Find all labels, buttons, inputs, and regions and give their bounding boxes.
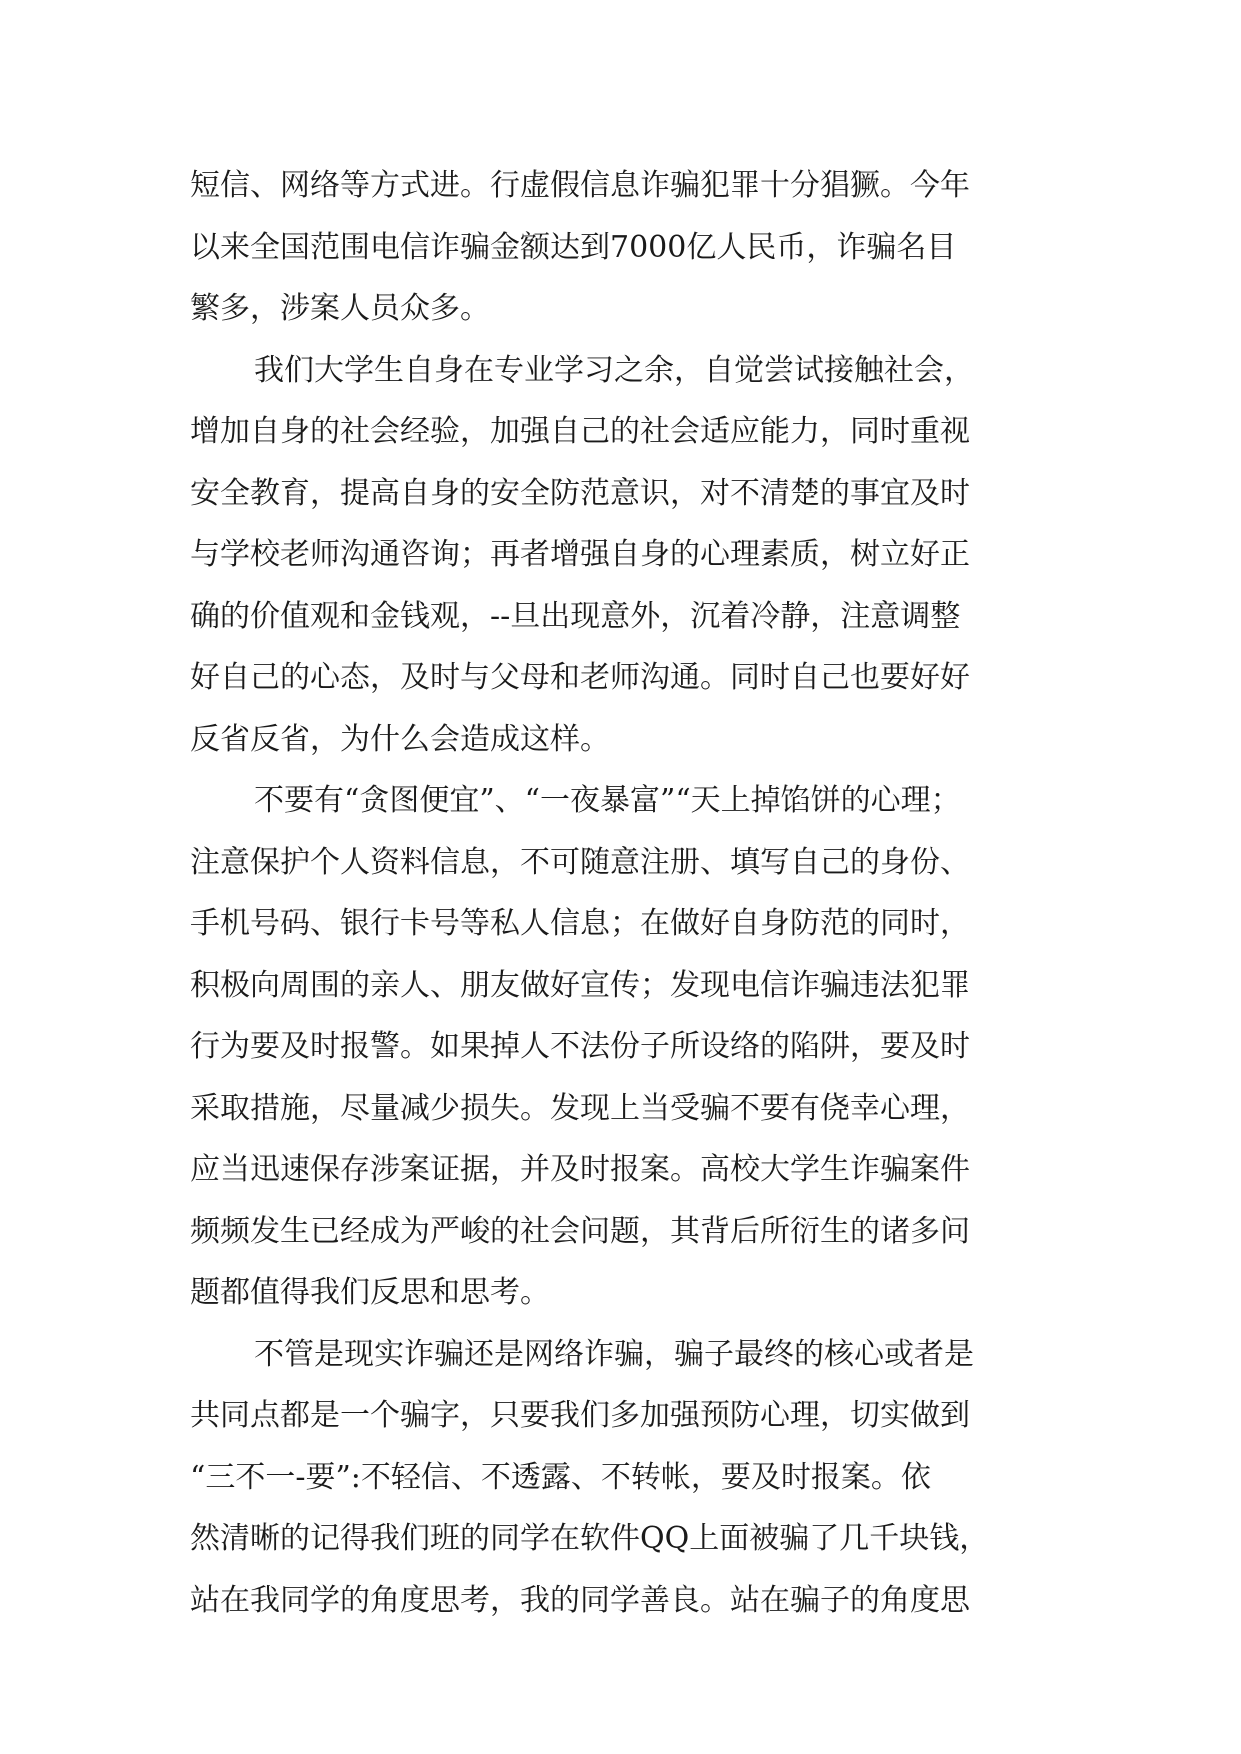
text-line: 确的价值观和金钱观，--旦出现意外，沉着冷静，注意调整 — [190, 598, 961, 634]
document-body — [190, 155, 1060, 1631]
text-line: 好自己的心态，及时与父母和老师沟通。同时自己也要好好 — [190, 660, 970, 695]
paragraph-1 — [190, 155, 1060, 340]
text-line: 积极向周围的亲人、朋友做好宣传；发现电信诈骗违法犯罪 — [190, 967, 970, 1003]
text-line: 手机号码、银行卡号等私人信息；在做好自身防范的同时， — [190, 906, 970, 941]
text-line: “三不一-要”:不轻信、不透露、不转帐，要及时报案。依 — [190, 1459, 931, 1495]
text-line: 行为要及时报警。如果掉人不法份子所设络的陷阱，要及时 — [190, 1029, 970, 1064]
text-line: 繁多，涉案人员众多。 — [190, 291, 490, 326]
text-line: 然清晰的记得我们班的同学在软件QQ上面被骗了几千块钱， — [190, 1521, 990, 1556]
paragraph-4 — [190, 1324, 1060, 1632]
paragraph-2 — [190, 340, 1060, 771]
text-line: 安全教育，提高自身的安全防范意识，对不清楚的事宜及时 — [190, 475, 970, 511]
text-line: 采取措施，尽量减少损失。发现上当受骗不要有侥幸心理， — [190, 1090, 970, 1126]
text-line: 不要有“贪图便宜”、“一夜暴富”“天上掉馅饼的心理； — [254, 783, 961, 818]
text-line: 注意保护个人资料信息，不可随意注册、填写自己的身份、 — [190, 844, 970, 880]
text-line: 短信、网络等方式进。行虚假信息诈骗犯罪十分猖獗。今年 — [190, 168, 970, 203]
text-line: 站在我同学的角度思考，我的同学善良。站在骗子的角度思 — [190, 1582, 970, 1618]
text-line: 不管是现实诈骗还是网络诈骗，骗子最终的核心或者是 — [254, 1336, 974, 1372]
text-line: 与学校老师沟通咨询；再者增强自身的心理素质，树立好正 — [190, 537, 970, 572]
text-line: 以来全国范围电信诈骗金额达到7000亿人民币，诈骗名目 — [190, 229, 957, 265]
text-line: 应当迅速保存涉案证据，并及时报案。高校大学生诈骗案件 — [190, 1152, 970, 1187]
text-line: 增加自身的社会经验，加强自己的社会适应能力，同时重视 — [190, 414, 970, 449]
text-line: 反省反省，为什么会造成这样。 — [190, 721, 610, 757]
text-line: 题都值得我们反思和思考。 — [190, 1275, 550, 1310]
text-line: 我们大学生自身在专业学习之余，自觉尝试接触社会， — [254, 352, 974, 388]
text-line: 频频发生已经成为严峻的社会问题，其背后所衍生的诸多问 — [190, 1213, 970, 1249]
paragraph-3 — [190, 770, 1060, 1324]
text-line: 共同点都是一个骗字，只要我们多加强预防心理，切实做到 — [190, 1398, 970, 1433]
